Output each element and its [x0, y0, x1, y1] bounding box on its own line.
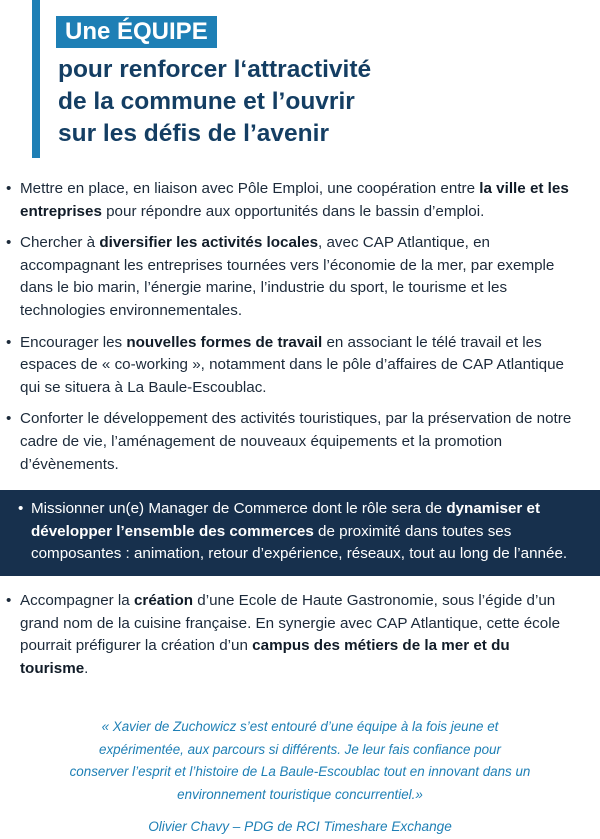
bullet-list	[0, 178, 600, 689]
quote-line: expérimentée, aux parcours si différents. Je leur fais confiance pour	[99, 741, 501, 757]
bullet-text: de proximité dans toutes ses composantes : animation, retour d’expérience, réseaux, tout au long de l’année.	[31, 522, 568, 563]
quote-line: environnement touristique concurrentiel.»	[177, 786, 423, 802]
bullet-emphasis: diversifier les activités locales	[99, 234, 319, 252]
bullet-text: , avec CAP Atlantique, en accompagnant les entreprises tournées vers l’économie de la mer, par exemple dans le bio marin, l’énergie marine, l’industrie du sport, le tourisme et les technologies environnementales.	[20, 234, 555, 319]
testimonial-quote	[0, 716, 600, 839]
title-line-3: sur les défis de l’avenir	[58, 120, 329, 147]
bullet-text: en associant le télé travail et les espaces de « co-working », notamment dans le pôle d’affaires de CAP Atlantique qui se situera à La Baule-Escoublac.	[20, 333, 564, 396]
title-block	[32, 0, 552, 158]
bullet-dot-icon: •	[6, 333, 12, 351]
bullet-item-commerce-manager	[0, 490, 600, 576]
bullet-text: Accompagner la	[20, 591, 134, 609]
bullet-item-diversify	[0, 232, 600, 322]
bullet-text: Encourager les	[20, 333, 127, 351]
bullet-text: d’une Ecole de Haute Gastronomie, sous l’égide d’un grand nom de la cuisine française. En synergie avec CAP Atlantique, cette école pourrait préfigurer la création d’un	[20, 591, 561, 655]
bullet-emphasis: nouvelles formes de travail	[126, 333, 323, 351]
bullet-dot-icon: •	[6, 591, 12, 609]
title-badge: Une ÉQUIPE	[56, 16, 217, 48]
bullet-dot-icon: •	[6, 410, 12, 428]
bullet-text: Missionner un(e) Manager de Commerce dont le rôle sera de	[31, 500, 447, 518]
quote-line: conserver l’esprit et l’histoire de La Baule-Escoublac tout en innovant dans un	[69, 764, 531, 780]
quote-line: « Xavier de Zuchowicz s’est entouré d’une équipe à la fois jeune et	[101, 719, 499, 734]
title-line-2: de la commune et l’ouvrir	[58, 88, 355, 115]
bullet-dot-icon: •	[18, 500, 24, 518]
bullet-text: Conforter le développement des activités touristiques, par la préservation de notre cadre de vie, l’aménagement de nouveaux équipements et la promotion d’évènements.	[20, 410, 572, 473]
title-line-1: pour renforcer l‘attractivité	[58, 56, 372, 83]
bullet-text: .	[84, 659, 89, 677]
bullet-text: Mettre en place, en liaison avec Pôle Emploi, une coopération entre	[20, 180, 480, 197]
bullet-text: pour répondre aux opportunités dans le bassin d’emploi.	[101, 202, 485, 220]
bullet-item-tourism	[0, 408, 600, 476]
bullet-item-gastronomy	[0, 590, 600, 680]
bullet-emphasis: dynamiser et développer l’ensemble des commerces	[31, 500, 541, 540]
bullet-dot-icon: •	[6, 234, 12, 252]
bullet-emphasis: création	[133, 591, 194, 609]
bullet-emphasis: la ville et les entreprises	[20, 180, 569, 220]
bullet-item-work-forms	[0, 332, 600, 400]
bullet-dot-icon: •	[6, 180, 12, 197]
bullet-text: Chercher à	[20, 234, 100, 252]
bullet-emphasis: campus des métiers de la mer et du tourisme	[20, 637, 510, 677]
bullet-item-employment	[0, 178, 600, 223]
quote-author: Olivier Chavy – PDG de RCI Timeshare Exchange	[148, 819, 452, 835]
